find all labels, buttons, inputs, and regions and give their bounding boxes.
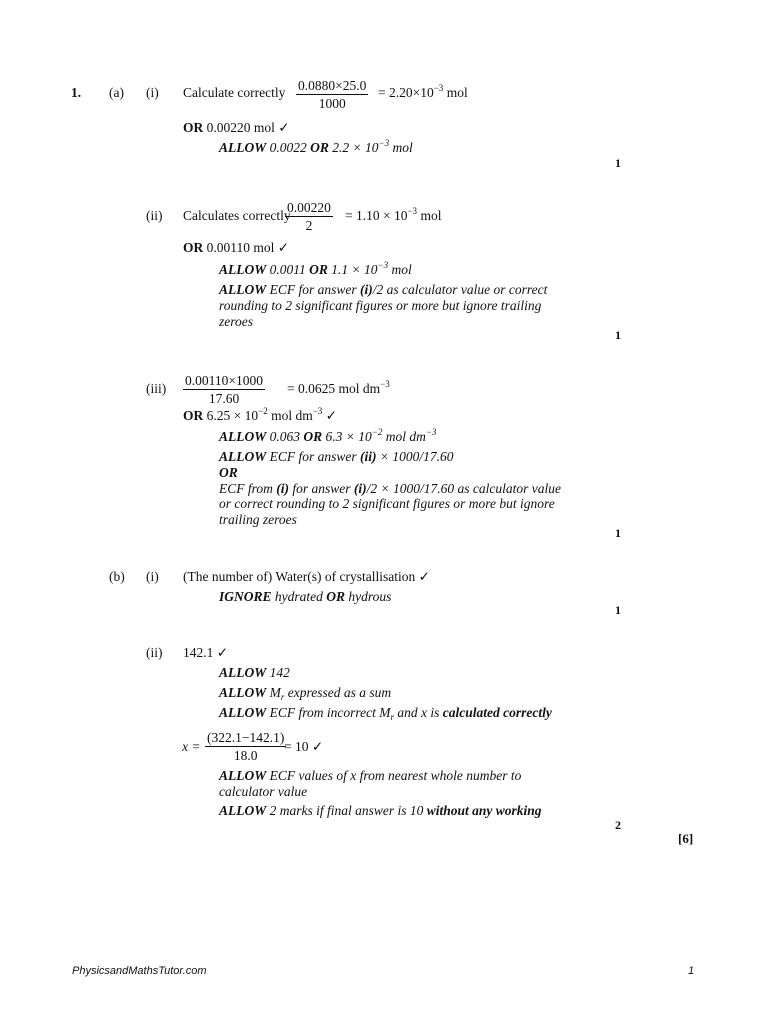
or-keyword: OR <box>309 262 328 277</box>
result <box>287 381 390 397</box>
or-keyword: OR <box>326 589 346 604</box>
result <box>378 85 468 101</box>
page-number: 1 <box>688 965 695 977</box>
unit: mol <box>417 208 442 223</box>
note-text: /2 as calculator value or correct <box>372 282 548 297</box>
fraction <box>285 199 333 234</box>
ecf-note-line: rounding to 2 significant figures or more but ignore trailing <box>219 298 542 313</box>
note-text: mol <box>388 262 412 277</box>
ecf-note-line: or correct rounding to 2 significant figures or more but ignore <box>219 496 555 511</box>
instruction-text: Calculate correctly <box>183 85 286 100</box>
allow-note-line: calculator value <box>219 784 308 799</box>
exponent: −3 <box>433 83 444 93</box>
fraction <box>296 77 368 112</box>
unit: mol dm <box>267 408 313 423</box>
result <box>345 208 441 224</box>
subpart-label: (i) <box>146 569 159 584</box>
tick-icon: ✓ <box>322 408 337 423</box>
allow-note <box>219 262 412 278</box>
exponent: −3 <box>425 427 437 437</box>
note-text: 1.1 × 10 <box>327 262 378 277</box>
part-b-label: (b) <box>109 569 125 584</box>
ref: (i) <box>276 481 289 496</box>
allow-keyword: ALLOW <box>219 705 267 720</box>
allow-note <box>219 768 521 784</box>
allow-note <box>219 685 391 701</box>
note-text: ECF for answer <box>266 282 361 297</box>
unit: mol <box>443 85 468 100</box>
denominator: 2 <box>305 218 313 233</box>
exponent: −2 <box>371 427 383 437</box>
allow-keyword: ALLOW <box>219 429 267 444</box>
note-text: 2.2 × 10 <box>328 140 379 155</box>
question-number: 1. <box>71 85 82 100</box>
subpart-label: (ii) <box>146 208 163 223</box>
instruction-text: Calculates correctly <box>183 208 291 223</box>
mark: 1 <box>615 526 621 540</box>
allow-keyword: ALLOW <box>219 803 267 818</box>
ecf-note <box>219 282 547 298</box>
ecf-note-line: zeroes <box>219 314 253 329</box>
denominator: 18.0 <box>233 748 258 763</box>
allow-keyword: ALLOW <box>219 140 267 155</box>
x-label: x = <box>182 739 201 754</box>
numerator: 0.0880×25.0 <box>298 78 367 93</box>
denominator: 1000 <box>318 96 346 111</box>
allow-keyword: ALLOW <box>219 768 267 783</box>
or-keyword: OR <box>183 240 204 255</box>
note-text: ECF values of x from nearest whole number to <box>266 768 522 783</box>
note-text: ECF from incorrect M <box>266 705 391 720</box>
result-text: = 2.20×10 <box>378 85 434 100</box>
footer-site: PhysicsandMathsTutor.com <box>72 965 207 977</box>
note-text: /2 × 1000/17.60 as calculator value <box>366 481 561 496</box>
note-text: ECF from <box>219 481 277 496</box>
or-answer <box>183 408 337 424</box>
note-text: 6.3 × 10 <box>322 429 372 444</box>
or-keyword: OR <box>183 408 204 423</box>
allow-note <box>219 665 290 681</box>
subpart-label: (i) <box>146 85 159 100</box>
ignore-note <box>219 589 391 605</box>
note-text: × 1000/17.60 <box>376 449 454 464</box>
result: = 10 ✓ <box>284 739 324 754</box>
mark: 1 <box>615 603 621 617</box>
numerator: 0.00110×1000 <box>185 373 263 388</box>
note-text: 2 marks if final answer is 10 <box>266 803 427 818</box>
answer-value: 6.25 × 10 <box>203 408 259 423</box>
or-answer <box>183 120 290 136</box>
subpart-label: (iii) <box>146 381 167 396</box>
answer-value: 142.1 ✓ <box>183 645 229 660</box>
fraction <box>183 372 265 407</box>
part-a-label: (a) <box>109 85 124 100</box>
or-keyword: OR <box>183 120 204 135</box>
subpart-label: (ii) <box>146 645 163 660</box>
ecf-note <box>219 481 561 497</box>
subscript: r <box>280 692 285 702</box>
note-text: mol dm <box>382 429 426 444</box>
note-text: hydrated <box>271 589 327 604</box>
total-marks: [6] <box>678 831 694 846</box>
emphasis: without any working <box>426 803 542 818</box>
allow-keyword: ALLOW <box>219 282 267 297</box>
allow-note <box>219 429 436 445</box>
note-text: 0.0011 <box>266 262 310 277</box>
note-text: mol <box>389 140 413 155</box>
result-text: = 0.0625 mol dm <box>287 381 381 396</box>
allow-note <box>219 705 552 721</box>
mark: 1 <box>615 156 621 170</box>
allow-keyword: ALLOW <box>219 665 267 680</box>
allow-note <box>219 140 413 156</box>
numerator: (322.1−142.1) <box>207 730 285 745</box>
exponent: −3 <box>407 206 418 216</box>
exponent: −2 <box>258 406 268 416</box>
note-text: 0.0022 <box>266 140 311 155</box>
or-keyword: OR <box>310 140 329 155</box>
note-text: hydrous <box>345 589 392 604</box>
answer-value: 0.00110 mol ✓ <box>203 240 290 255</box>
exponent: −3 <box>377 260 389 270</box>
note-text: M <box>266 685 281 700</box>
note-text: 0.063 <box>266 429 304 444</box>
emphasis: calculated correctly <box>442 705 552 720</box>
answer-value: 0.00220 mol ✓ <box>203 120 290 135</box>
ecf-note-line: trailing zeroes <box>219 512 297 527</box>
exponent: −3 <box>378 138 390 148</box>
note-text: expressed as a sum <box>284 685 392 700</box>
exponent: −3 <box>380 379 390 389</box>
allow-keyword: ALLOW <box>219 449 267 464</box>
result-text: = 1.10 × 10 <box>345 208 408 223</box>
allow-note <box>219 803 542 819</box>
mark: 1 <box>615 328 621 342</box>
numerator: 0.00220 <box>287 200 331 215</box>
or-keyword: OR <box>303 429 323 444</box>
ignore-keyword: IGNORE <box>219 589 272 604</box>
ecf-note <box>219 449 454 465</box>
or-keyword: OR <box>219 465 238 480</box>
allow-keyword: ALLOW <box>219 685 267 700</box>
allow-keyword: ALLOW <box>219 262 267 277</box>
note-text: ECF for answer <box>266 449 361 464</box>
exponent: −3 <box>312 406 323 416</box>
note-text: 142 <box>266 665 290 680</box>
ref: (i) <box>360 282 373 297</box>
ref: (i) <box>353 481 367 496</box>
denominator: 17.60 <box>208 391 240 406</box>
note-text: for answer <box>289 481 354 496</box>
subscript: r <box>390 712 394 722</box>
mark: 2 <box>615 818 621 832</box>
fraction <box>205 729 286 764</box>
or-answer <box>183 240 289 256</box>
ref: (ii) <box>360 449 377 464</box>
note-text: and x is <box>394 705 443 720</box>
answer-text: (The number of) Water(s) of crystallisation ✓ <box>183 569 430 584</box>
